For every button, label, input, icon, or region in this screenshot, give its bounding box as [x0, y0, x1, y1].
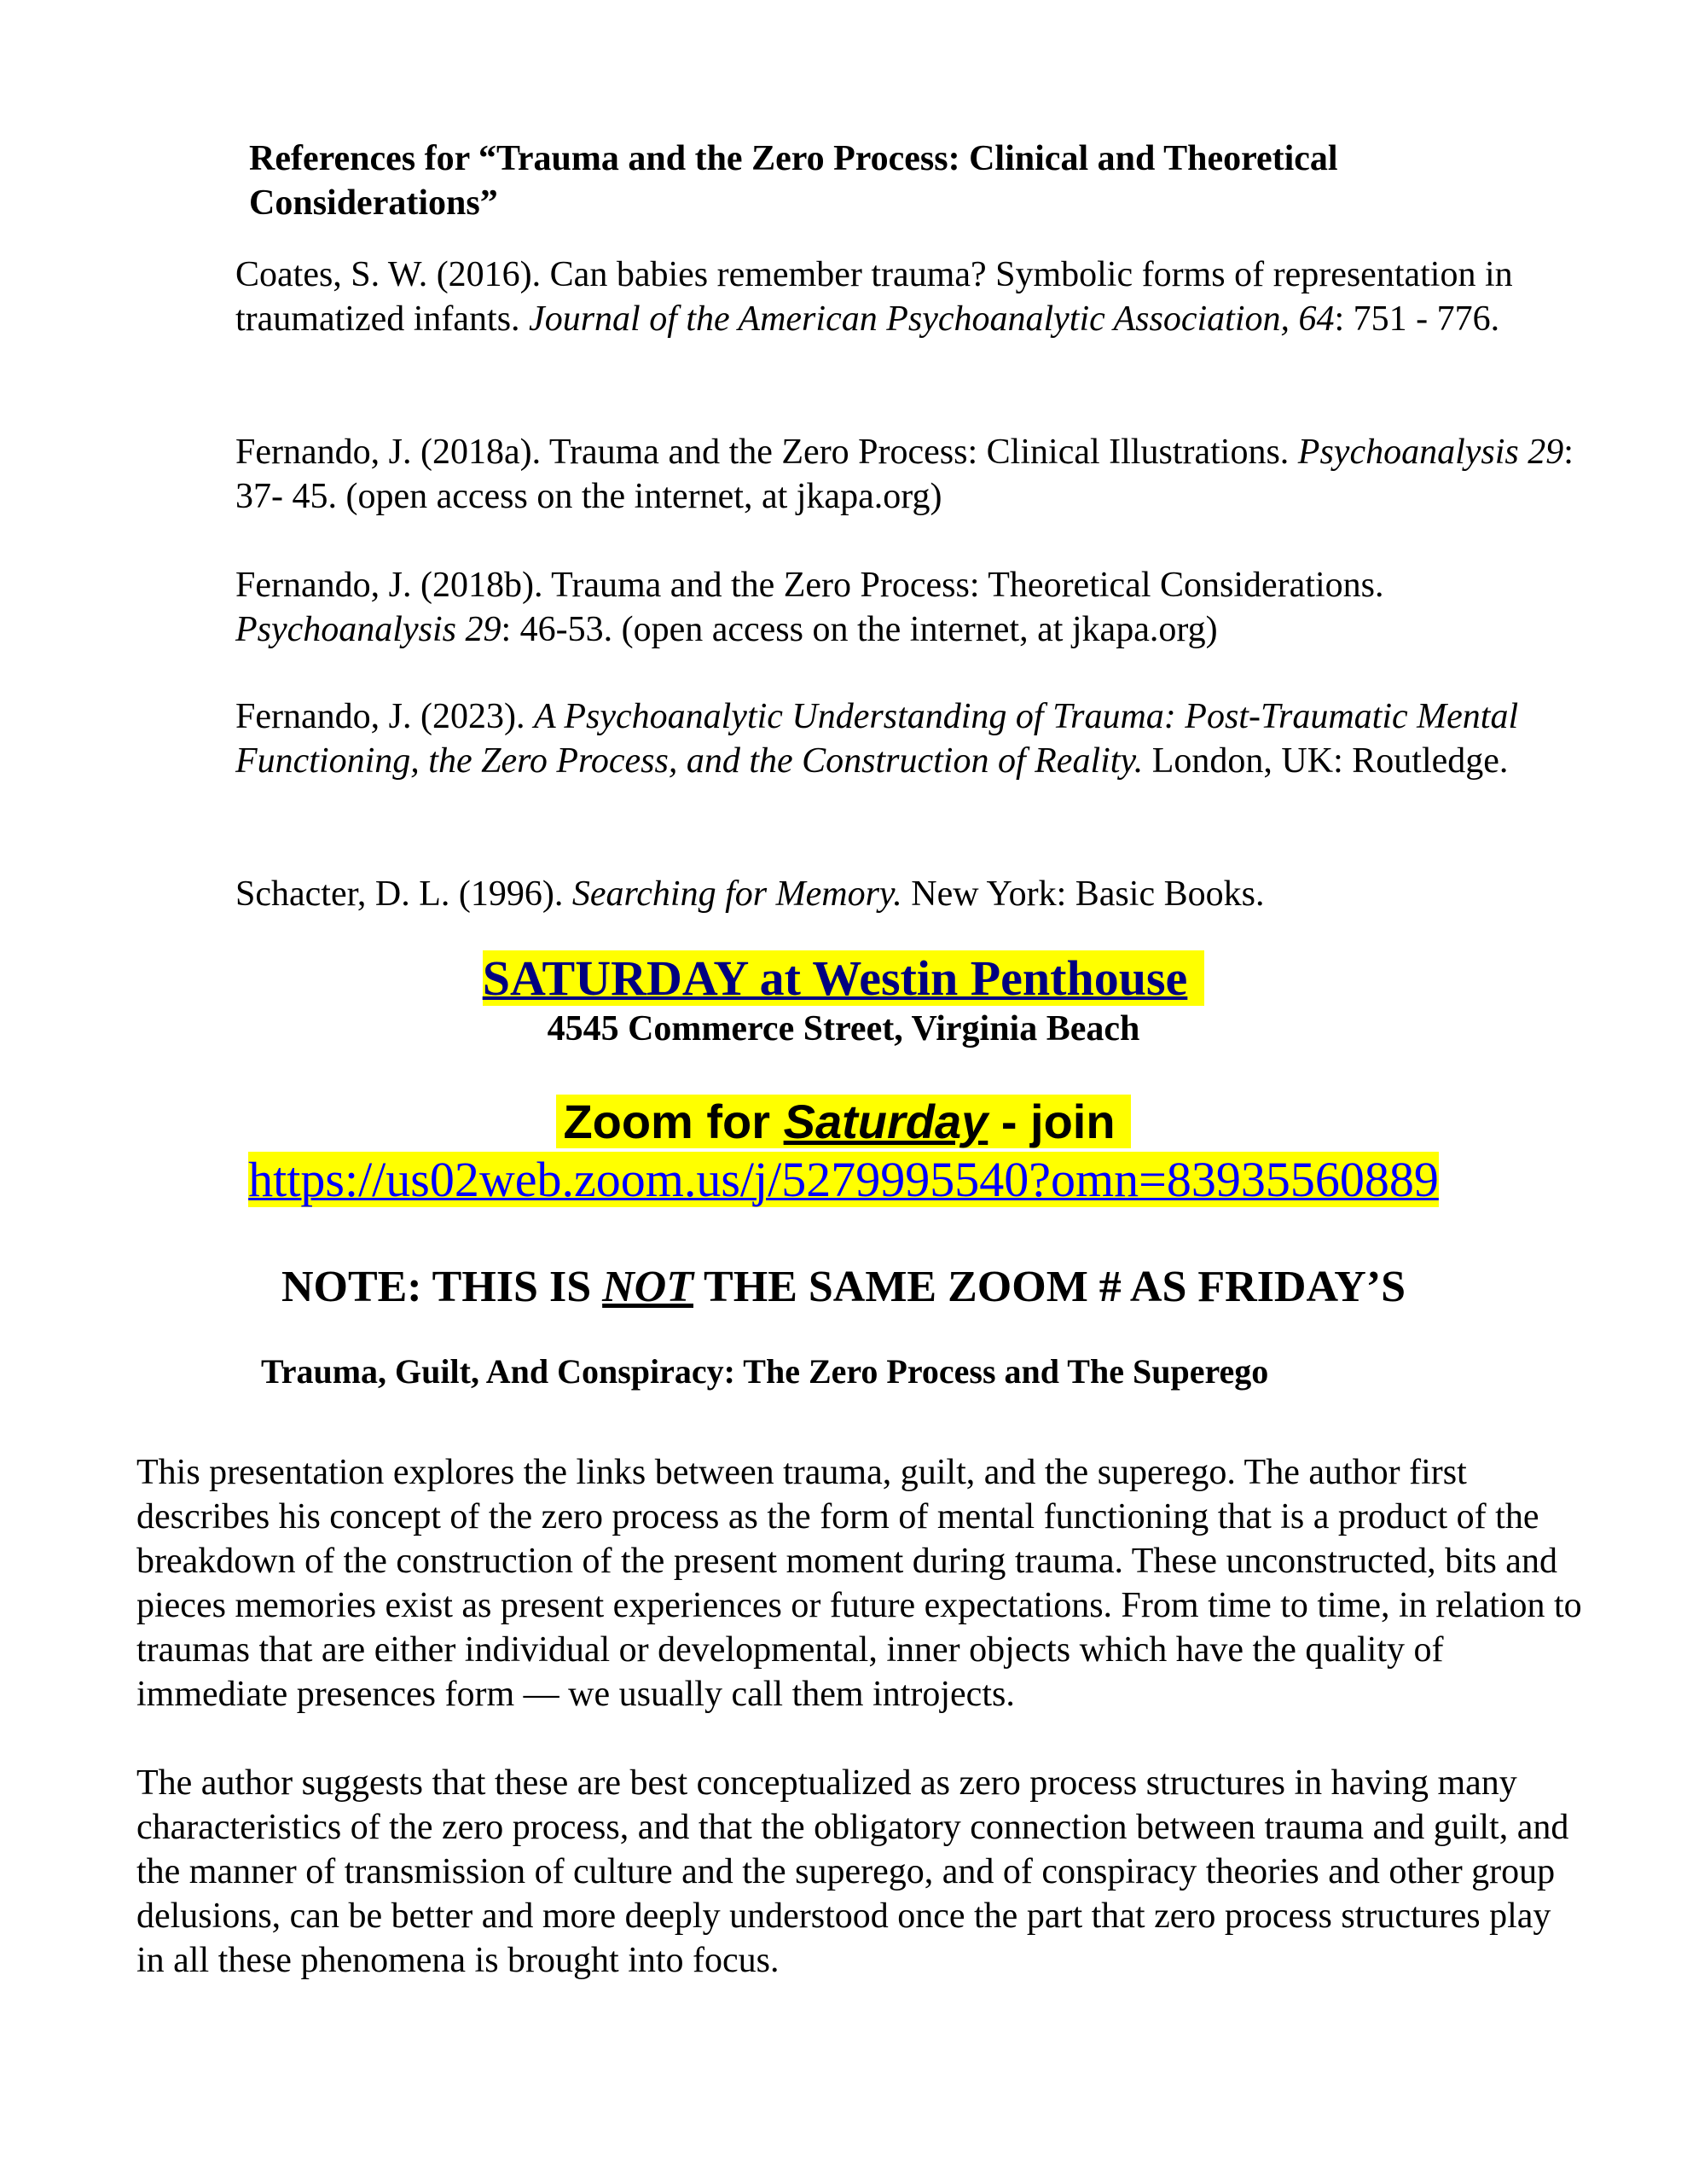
reference-text: Coates, S. W. (2016). Can babies remember trauma? Symbolic forms of representation in traumatized infants.	[235, 255, 1513, 339]
reference-journal: Psychoanalysis 29	[235, 610, 501, 649]
reference-publisher: London, UK: Routledge.	[1143, 741, 1509, 781]
note-emphasis: NOT	[602, 1263, 693, 1311]
venue-title	[0, 949, 1687, 1008]
note-suffix: THE SAME ZOOM # AS FRIDAY’S	[693, 1263, 1406, 1311]
zoom-prefix: Zoom for	[563, 1095, 784, 1148]
zoom-day: Saturday	[783, 1095, 988, 1148]
abstract-paragraph-1: This presentation explores the links between trauma, guilt, and the superego. The author first describes his concept of the zero process as the form of mental functioning that is a product of the breakdown of the construction of the present moment during trauma. These unconstructed, bits and pieces memories exist as present experiences or future expectations. From time to time, in relation to traumas that are either individual or developmental, inner objects which have the quality of immediate presences form — we usually call them introjects.	[136, 1453, 1582, 1714]
reference-item-fernando-2018a	[235, 430, 1600, 519]
reference-item-fernando-2023	[235, 694, 1600, 783]
zoom-link-line	[0, 1150, 1687, 1210]
reference-journal: Psychoanalysis 29	[1297, 433, 1564, 472]
zoom-suffix: - join	[988, 1095, 1116, 1148]
zoom-note	[0, 1259, 1687, 1316]
reference-publisher: New York: Basic Books.	[901, 874, 1265, 914]
reference-pages: : 46-53. (open access on the internet, at jkapa.org)	[501, 610, 1218, 649]
reference-item-coates	[235, 253, 1600, 341]
venue-address: 4545 Commerce Street, Virginia Beach	[547, 1009, 1140, 1048]
reference-item-schacter	[235, 872, 1600, 916]
reference-journal: Journal of the American Psychoanalytic Association, 64	[529, 299, 1335, 339]
reference-pages: : 751 - 776.	[1334, 299, 1500, 339]
reference-text: Schacter, D. L. (1996).	[235, 874, 572, 914]
zoom-join-highlight	[556, 1095, 1130, 1148]
reference-item-fernando-2018b	[235, 563, 1600, 652]
venue-title-text: SATURDAY at Westin Penthouse	[483, 950, 1205, 1006]
reference-pages: : 37- 45. (open access on the internet, at jkapa.org)	[235, 433, 1574, 516]
reference-text: Fernando, J. (2018b). Trauma and the Zero Process: Theoretical Considerations.	[235, 566, 1384, 605]
reference-text: Fernando, J. (2018a). Trauma and the Zero Process: Clinical Illustrations.	[235, 433, 1298, 472]
references-heading: References for “Trauma and the Zero Process: Clinical and Theoretical Considerations”	[249, 139, 1338, 223]
reference-text: Fernando, J. (2023).	[235, 697, 534, 736]
talk-title: Trauma, Guilt, And Conspiracy: The Zero Process and The Superego	[261, 1352, 1269, 1391]
zoom-link[interactable]: https://us02web.zoom.us/j/5279995540?omn=83935560889	[248, 1152, 1439, 1207]
zoom-join-line	[0, 1092, 1687, 1152]
reference-book-title: Searching for Memory.	[571, 874, 902, 914]
note-prefix: NOTE: THIS IS	[281, 1263, 603, 1311]
reference-book-title: A Psychoanalytic Understanding of Trauma: Post-Traumatic Mental Functioning, the Zero Process, and the Construction of Reality.	[235, 697, 1519, 781]
zoom-link-highlight	[248, 1152, 1439, 1207]
abstract-paragraph-2: The author suggests that these are best conceptualized as zero process structures in having many characteristics of the zero process, and that the obligatory connection between trauma and guilt, and the manner of transmission of culture and the superego, and of conspiracy theories and other group delusions, can be better and more deeply understood once the part that zero process structures play in all these phenomena is brought into focus.	[136, 1763, 1569, 1980]
